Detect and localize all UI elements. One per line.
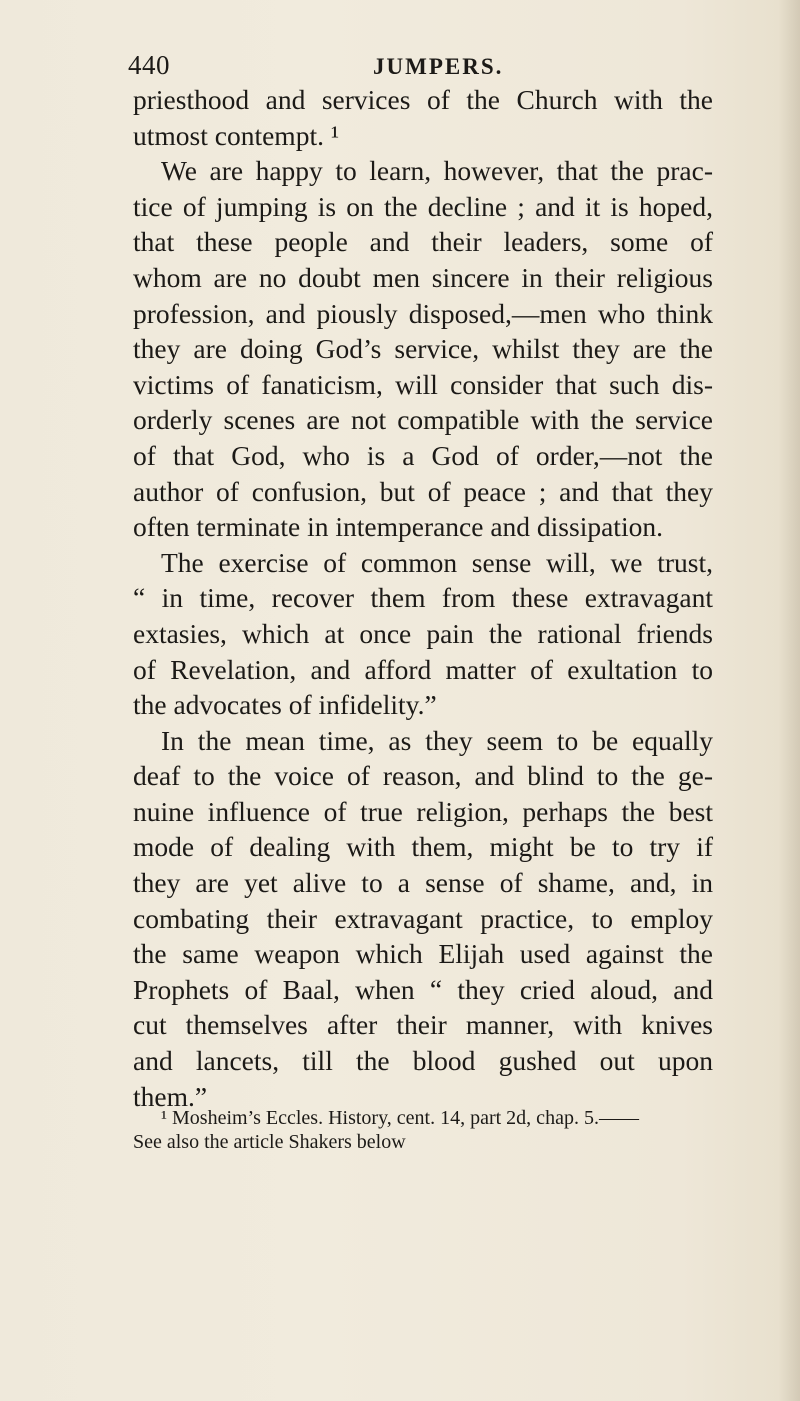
text-line: victims of fanaticism, will consider that such dis-	[133, 368, 713, 400]
text-line: and lancets, till the blood gushed out upon	[133, 1045, 713, 1077]
text-line: the same weapon which Elijah used against the	[133, 938, 713, 970]
text-line: whom are no doubt men sincere in their religious	[133, 261, 713, 293]
text-line: mode of dealing with them, might be to try if	[133, 831, 713, 863]
running-title: JUMPERS.	[373, 54, 504, 79]
text-line: utmost contempt. ¹	[133, 119, 340, 151]
text-line: they are yet alive to a sense of shame, and, in	[133, 867, 713, 899]
text-line: “ in time, recover them from these extravagant	[133, 582, 713, 614]
text-line: author of confusion, but of peace ; and that they	[133, 475, 713, 507]
text-line: they are doing God’s service, whilst they are the	[133, 333, 713, 365]
text-line: often terminate in intemperance and dissipation.	[133, 511, 663, 543]
text-line: deaf to the voice of reason, and blind to the ge-	[133, 760, 713, 792]
text-line: that these people and their leaders, some of	[133, 226, 713, 258]
text-line: priesthood and services of the Church with the	[133, 84, 713, 115]
text-line: the advocates of infidelity.”	[133, 689, 437, 721]
text-line: orderly scenes are not compatible with the service	[133, 404, 713, 436]
footnote-line: See also the article Shakers below	[133, 1131, 406, 1153]
text-line: nuine influence of true religion, perhaps the best	[133, 795, 713, 827]
text-line: profession, and piously disposed,—men who think	[133, 297, 713, 329]
footnote-line: ¹ Mosheim’s Eccles. History, cent. 14, part 2d, chap. 5.——	[161, 1107, 639, 1129]
text-line: cut themselves after their manner, with knives	[133, 1009, 713, 1041]
text-line: combating their extravagant practice, to employ	[133, 902, 713, 934]
running-head	[128, 50, 708, 84]
text-line: We are happy to learn, however, that the prac-	[161, 155, 713, 187]
text-line: Prophets of Baal, when “ they cried aloud, and	[133, 973, 713, 1005]
text-line: The exercise of common sense will, we trust,	[161, 546, 713, 578]
text-line: of Revelation, and afford matter of exultation to	[133, 653, 713, 685]
page-edge-shadow	[778, 0, 800, 1401]
footnotes	[133, 1106, 713, 1154]
body-text	[133, 82, 713, 1114]
text-line: them.”	[133, 1080, 208, 1112]
text-line: tice of jumping is on the decline ; and it is hoped,	[133, 190, 713, 222]
text-line: In the mean time, as they seem to be equally	[161, 724, 713, 756]
text-line: extasies, which at once pain the rational friends	[133, 617, 713, 649]
page-number: 440	[128, 50, 170, 80]
text-line: of that God, who is a God of order,—not the	[133, 439, 713, 471]
